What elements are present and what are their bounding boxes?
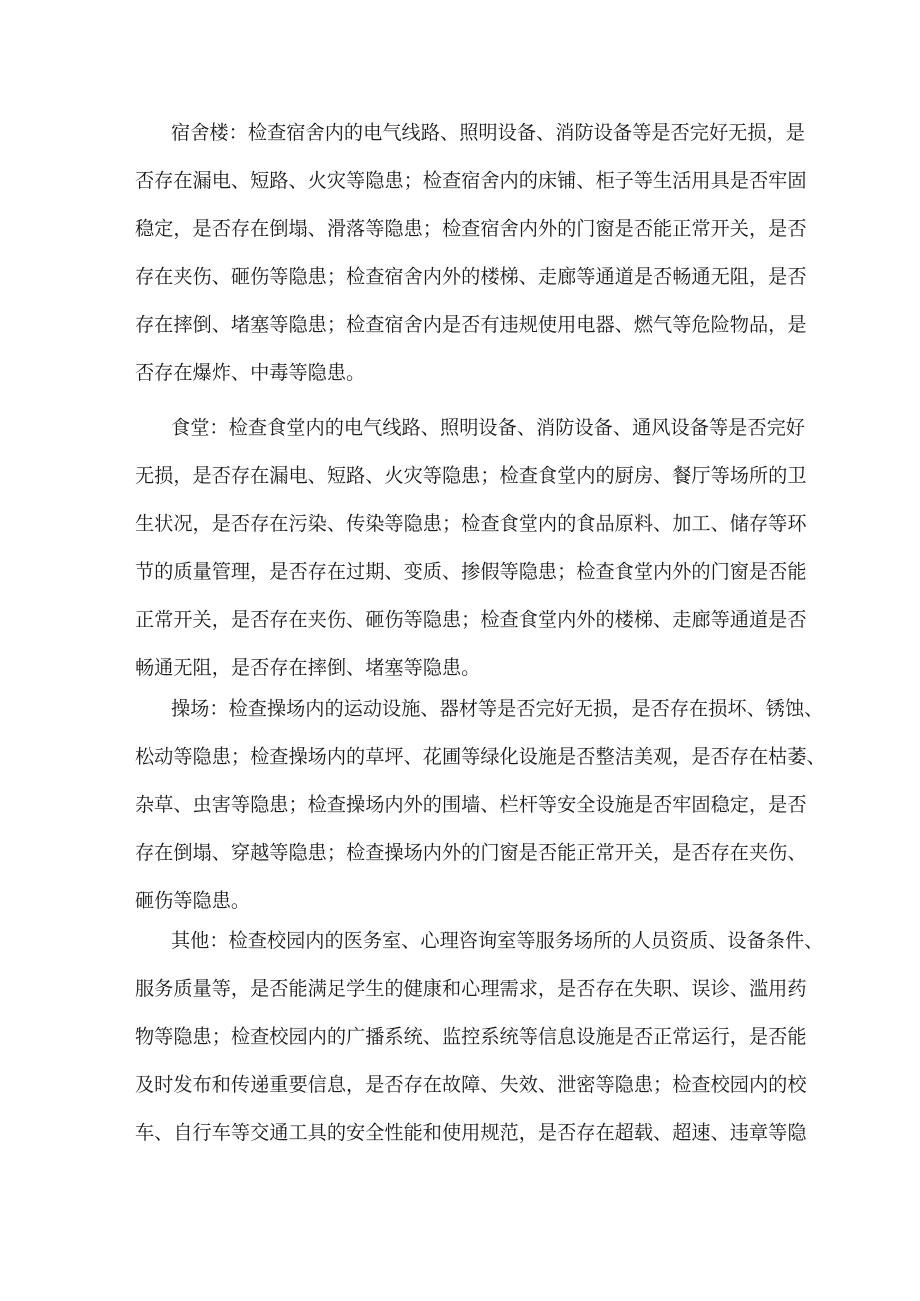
text-line: 食堂：检查食堂内的电气线路、照明设备、消防设备、通风设备等是否完好 bbox=[171, 416, 805, 439]
paragraph-playground bbox=[135, 685, 826, 925]
text-line: 操场：检查操场内的运动设施、器材等是否完好无损，是否存在损坏、锈蚀、 bbox=[171, 697, 824, 720]
text-line: 松动等隐患；检查操场内的草坪、花圃等绿化设施是否整洁美观，是否存在枯萎、 bbox=[135, 745, 826, 768]
text-line: 物等隐患；检查校园内的广播系统、监控系统等信息设施是否正常运行，是否能 bbox=[135, 1025, 807, 1048]
text-line: 及时发布和传递重要信息，是否存在故障、失效、泄密等隐患；检查校园内的校 bbox=[135, 1073, 807, 1096]
text-line: 畅通无阻，是否存在摔倒、堵塞等隐患。 bbox=[135, 656, 481, 679]
text-line: 稳定，是否存在倒塌、滑落等隐患；检查宿舍内外的门窗是否能正常开关，是否 bbox=[135, 217, 807, 240]
text-line: 无损，是否存在漏电、短路、火灾等隐患；检查食堂内的厨房、餐厅等场所的卫 bbox=[135, 464, 807, 487]
paragraph-canteen bbox=[135, 404, 805, 692]
text-line: 服务质量等，是否能满足学生的健康和心理需求，是否存在失职、误诊、滥用药 bbox=[135, 977, 807, 1000]
text-line: 否存在爆炸、中毒等隐患。 bbox=[135, 361, 366, 384]
text-line: 生状况，是否存在污染、传染等隐患；检查食堂内的食品原料、加工、储存等环 bbox=[135, 512, 807, 535]
text-line: 宿舍楼：检查宿舍内的电气线路、照明设备、消防设备等是否完好无损，是 bbox=[171, 121, 805, 144]
text-line: 存在倒塌、穿越等隐患；检查操场内外的门窗是否能正常开关，是否存在夹伤、 bbox=[135, 841, 807, 864]
text-line: 正常开关，是否存在夹伤、砸伤等隐患；检查食堂内外的楼梯、走廊等通道是否 bbox=[135, 608, 807, 631]
text-line: 存在夹伤、砸伤等隐患；检查宿舍内外的楼梯、走廊等通道是否畅通无阻，是否 bbox=[135, 265, 807, 288]
text-line: 砸伤等隐患。 bbox=[135, 889, 251, 912]
text-line: 节的质量管理，是否存在过期、变质、掺假等隐患；检查食堂内外的门窗是否能 bbox=[135, 560, 807, 583]
text-line: 车、自行车等交通工具的安全性能和使用规范，是否存在超载、超速、违章等隐 bbox=[135, 1121, 807, 1144]
paragraph-dormitory bbox=[135, 109, 805, 397]
text-line: 存在摔倒、堵塞等隐患；检查宿舍内是否有违规使用电器、燃气等危险物品，是 bbox=[135, 313, 807, 336]
text-line: 否存在漏电、短路、火灾等隐患；检查宿舍内的床铺、柜子等生活用具是否牢固 bbox=[135, 169, 807, 192]
paragraph-other bbox=[135, 917, 824, 1157]
text-line: 其他：检查校园内的医务室、心理咨询室等服务场所的人员资质、设备条件、 bbox=[171, 929, 824, 952]
text-line: 杂草、虫害等隐患；检查操场内外的围墙、栏杆等安全设施是否牢固稳定，是否 bbox=[135, 793, 807, 816]
